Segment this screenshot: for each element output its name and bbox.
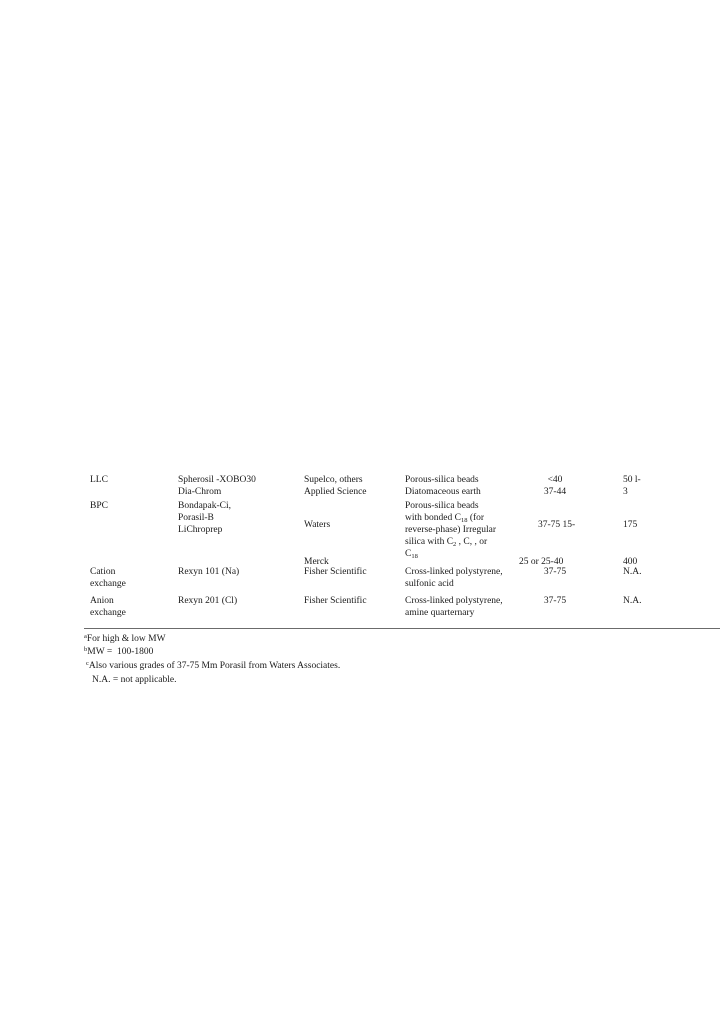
row-cation-size: 37-75 [543,567,567,577]
row-bpc-supplier-2: Merck [304,557,329,567]
row-bpc-type: BPC [90,501,108,511]
row-bpc-description-2: with bonded $C_{18}$ (for [405,513,485,524]
row-llc-description-1: Porous-silica beads [405,475,479,485]
row-bpc-size-1: 37-75 15- [538,520,576,530]
row-cation-type-2: exchange [90,579,126,589]
row-llc-packing-1: Spherosil -XOBO30 [178,475,256,485]
row-llc-description-2: Diatomaceous earth [405,487,481,497]
row-llc-size-1: <40 [547,475,563,485]
row-llc-area-1: 50 l- [623,475,641,485]
row-llc-supplier-2: Applied Science [304,487,367,497]
row-anion-description-2: amine quarternary [405,608,475,618]
footnote-b: $^b$MW = 100-1800 [84,646,154,657]
row-cation-description-1: Cross-linked polystyrene, [405,567,503,577]
row-llc-supplier-1: Supelco, others [304,475,363,485]
row-llc-packing-2: Dia-Chrom [178,487,222,497]
row-bpc-packing-2: Porasil-B [178,513,214,523]
row-anion-supplier: Fisher Scientific [304,596,367,606]
row-cation-type-1: Cation [90,567,116,577]
row-bpc-description-4: silica with $C_2$ , C, , or [405,537,488,548]
row-bpc-packing-1: Bondapak-Ci, [178,501,232,511]
row-bpc-size-2: 25 or 25-40 [519,557,564,567]
row-cation-description-2: sulfonic acid [405,579,454,589]
footnote-na: N.A. = not applicable. [92,675,177,685]
row-bpc-supplier-1: Waters [304,520,331,530]
row-bpc-description-3: reverse-phase) Irregular [405,525,496,535]
row-bpc-area-2: 400 [623,557,638,567]
row-anion-type-2: exchange [90,608,126,618]
row-bpc-packing-3: LiChroprep [178,525,223,535]
row-anion-packing: Rexyn 201 (Cl) [178,596,238,606]
row-llc-area-2: 3 [623,487,628,497]
footnote-a: $^a$For high & low MW [84,633,166,644]
row-bpc-description-5: $C_{18}$ [405,549,418,560]
row-anion-description-1: Cross-linked polystyrene, [405,596,503,606]
row-anion-size: 37-75 [543,596,567,606]
row-bpc-area-1: 175 [623,520,638,530]
footnote-c: $^c$Also various grades of 37-75 Mm Porasil from Waters Associates. [86,660,341,671]
table-bottom-rule [84,628,720,629]
row-anion-area: N.A. [623,596,642,606]
row-cation-area: N.A. [623,567,642,577]
row-cation-packing: Rexyn 101 (Na) [178,567,240,577]
row-llc-type: LLC [90,475,108,485]
row-llc-size-2: 37-44 [543,487,567,497]
row-cation-supplier: Fisher Scientific [304,567,367,577]
row-anion-type-1: Anion [90,596,114,606]
row-bpc-description-1: Porous-silica beads [405,501,479,511]
